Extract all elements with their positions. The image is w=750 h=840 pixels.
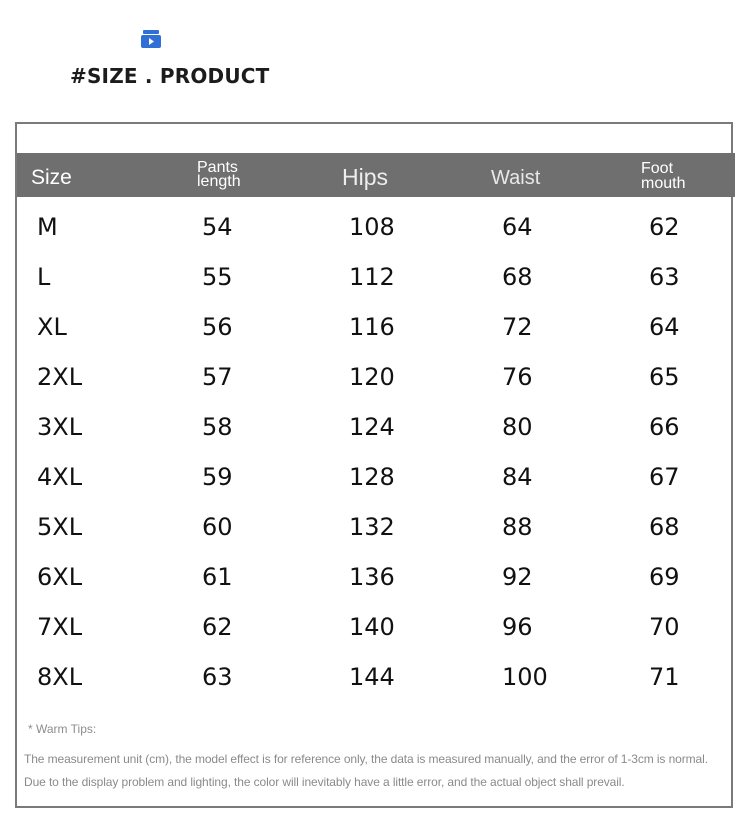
pants-length-cell: 62 — [202, 613, 233, 641]
page-title: #SIZE . PRODUCT — [70, 64, 270, 88]
foot-mouth-cell: 65 — [649, 363, 680, 391]
pants-length-cell: 55 — [202, 263, 233, 291]
waist-cell: 68 — [502, 263, 533, 291]
hips-cell: 132 — [349, 513, 395, 541]
warm-tips-label: * Warm Tips: — [28, 722, 97, 736]
measurement-note: The measurement unit (cm), the model effect is for reference only, the data is measured manually, and the error of 1-3cm is normal. Due to the display problem and lighting, the color will inevitably have a little error, and the actual object shall prevail. — [24, 752, 708, 789]
table-row — [17, 653, 735, 703]
foot-mouth-cell: 66 — [649, 413, 680, 441]
waist-cell: 92 — [502, 563, 533, 591]
size-cell: 4XL — [37, 463, 83, 491]
waist-cell: 100 — [502, 663, 548, 691]
column-header-pants-length-text: Pants length — [197, 159, 241, 190]
foot-mouth-cell: 71 — [649, 663, 680, 691]
table-header — [17, 153, 735, 197]
column-header-size: Size — [31, 166, 72, 189]
column-header-hips: Hips — [342, 164, 389, 190]
hips-cell: 124 — [349, 413, 395, 441]
waist-cell: 84 — [502, 463, 533, 491]
foot-mouth-cell: 68 — [649, 513, 680, 541]
size-cell: XL — [37, 313, 67, 341]
size-cell: L — [37, 263, 51, 291]
waist-cell: 72 — [502, 313, 533, 341]
hips-cell: 136 — [349, 563, 395, 591]
waist-cell: 96 — [502, 613, 533, 641]
table-row — [17, 603, 735, 653]
hips-cell: 112 — [349, 263, 395, 291]
table-row — [17, 203, 735, 253]
hips-cell: 128 — [349, 463, 395, 491]
column-header-foot-mouth — [641, 161, 691, 191]
pants-length-cell: 56 — [202, 313, 233, 341]
waist-cell: 64 — [502, 213, 533, 241]
pants-length-cell: 60 — [202, 513, 233, 541]
foot-mouth-cell: 63 — [649, 263, 680, 291]
pants-length-cell: 63 — [202, 663, 233, 691]
waist-cell: 80 — [502, 413, 533, 441]
pants-length-cell: 57 — [202, 363, 233, 391]
table-row — [17, 403, 735, 453]
table-row — [17, 553, 735, 603]
table-row — [17, 253, 735, 303]
pants-length-cell: 61 — [202, 563, 233, 591]
size-cell: 2XL — [37, 363, 83, 391]
size-cell: 3XL — [37, 413, 83, 441]
size-cell: 6XL — [37, 563, 83, 591]
hips-cell: 140 — [349, 613, 395, 641]
table-body — [17, 203, 735, 703]
waist-cell: 76 — [502, 363, 533, 391]
column-header-pants-length — [197, 161, 247, 189]
foot-mouth-cell: 70 — [649, 613, 680, 641]
size-cell: 7XL — [37, 613, 83, 641]
pants-length-cell: 59 — [202, 463, 233, 491]
waist-cell: 88 — [502, 513, 533, 541]
table-row — [17, 353, 735, 403]
column-header-foot-mouth-text: Foot mouth — [641, 160, 686, 192]
size-cell: M — [37, 213, 58, 241]
foot-mouth-cell: 69 — [649, 563, 680, 591]
table-row — [17, 503, 735, 553]
foot-mouth-cell: 62 — [649, 213, 680, 241]
hips-cell: 144 — [349, 663, 395, 691]
hips-cell: 116 — [349, 313, 395, 341]
column-header-waist: Waist — [491, 167, 541, 189]
pants-length-cell: 54 — [202, 213, 233, 241]
pants-length-cell: 58 — [202, 413, 233, 441]
foot-mouth-cell: 67 — [649, 463, 680, 491]
video-box-icon — [140, 28, 162, 50]
table-row — [17, 453, 735, 503]
foot-mouth-cell: 64 — [649, 313, 680, 341]
size-cell: 5XL — [37, 513, 83, 541]
table-row — [17, 303, 735, 353]
hips-cell: 108 — [349, 213, 395, 241]
size-cell: 8XL — [37, 663, 83, 691]
hips-cell: 120 — [349, 363, 395, 391]
